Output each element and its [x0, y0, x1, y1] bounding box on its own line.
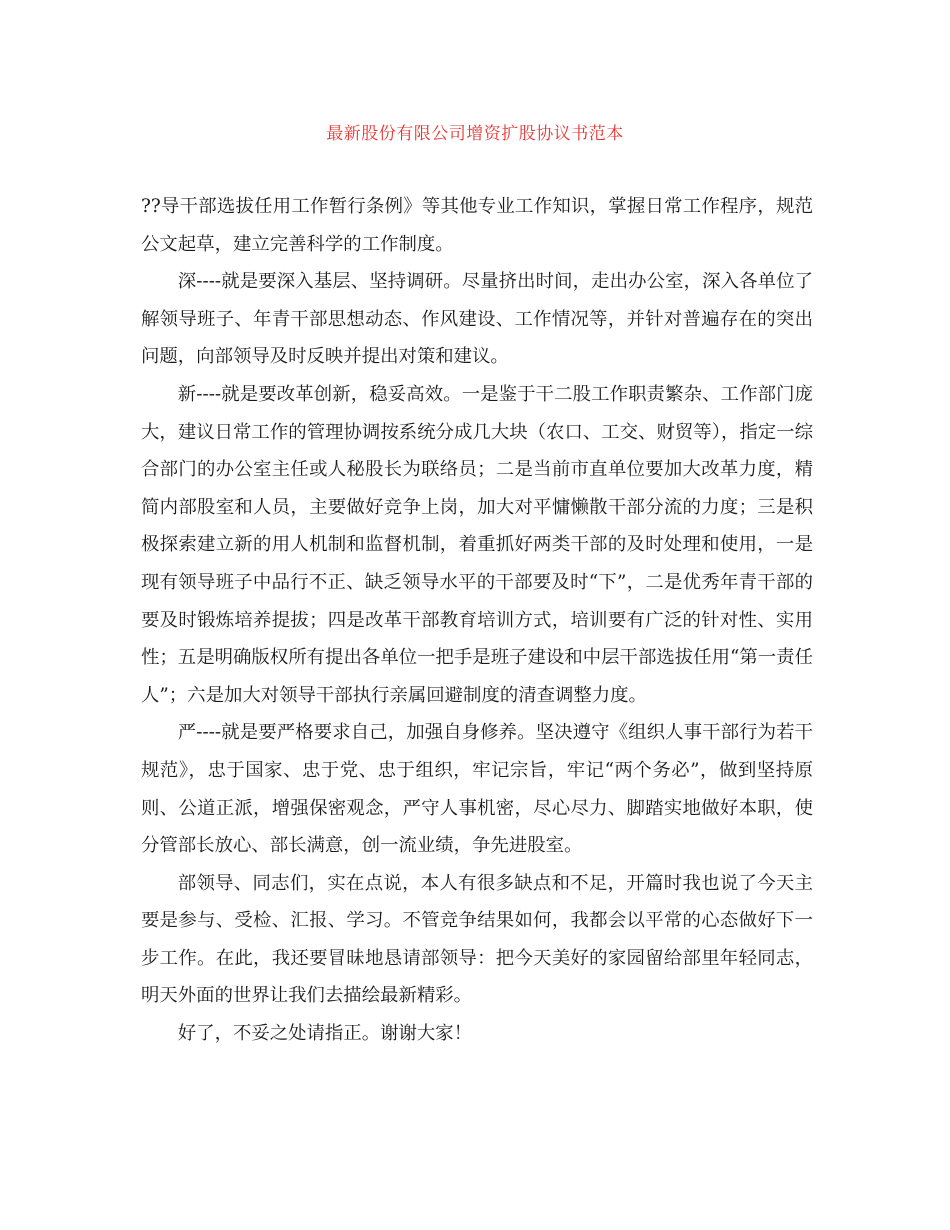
paragraph-deep: 深----就是要深入基层、坚持调研。尽量挤出时间，走出办公室，深入各单位了解领导班子、年青干部思想动态、作风建设、工作情况等，并针对普遍存在的突出问题，向部领导及时反映并提出对策和建议。: [141, 271, 813, 368]
paragraph-closing-remarks: 部领导、同志们，实在点说，本人有很多缺点和不足，开篇时我也说了今天主要是参与、受检、汇报、学习。不管竞争结果如何，我都会以平常的心态做好下一步工作。在此，我还要冒昧地恳请部领导：把今天美好的家园留给部里年轻同志，明天外面的世界让我们去描绘最新精彩。: [141, 872, 813, 1007]
paragraph-new: 新----就是要改革创新，稳妥高效。一是鉴于干二股工作职责繁杂、工作部门庞大，建议日常工作的管理协调按系统分成几大块（农口、工交、财贸等），指定一综合部门的办公室主任或人秘股长为联络员；二是当前市直单位要加大改革力度，精简内部股室和人员，主要做好竞争上岗，加大对平慵懒散干部分流的力度；三是积极探索建立新的用人机制和监督机制，着重抓好两类干部的及时处理和使用，一是现有领导班子中品行不正、缺乏领导水平的干部要及时“下”，二是优秀年青干部的要及时锻炼培养提拔；四是改革干部教育培训方式，培训要有广泛的针对性、实用性；五是明确版权所有提出各单位一把手是班子建设和中层干部选拔任用“第一责任人”；六是加大对领导干部执行亲属回避制度的清查调整力度。: [141, 383, 813, 706]
paragraph-thanks: 好了，不妥之处请指正。谢谢大家！: [177, 1023, 473, 1045]
document-body: [141, 188, 813, 1053]
paragraph-strict: 严----就是要严格要求自己，加强自身修养。坚决遵守《组织人事干部行为若干规范》，忠于国家、忠于党、忠于组织，牢记宗旨，牢记“两个务必”，做到坚持原则、公道正派，增强保密观念，严守人事机密，尽心尽力、脚踏实地做好本职，使分管部长放心、部长满意，创一流业绩，争先进股室。: [141, 722, 813, 857]
document-title: 最新股份有限公司增资扩股协议书范本: [326, 124, 624, 144]
paragraph-continuation: ??导干部选拔任用工作暂行条例》等其他专业工作知识，掌握日常工作程序，规范公文起草，建立完善科学的工作制度。: [141, 196, 813, 255]
